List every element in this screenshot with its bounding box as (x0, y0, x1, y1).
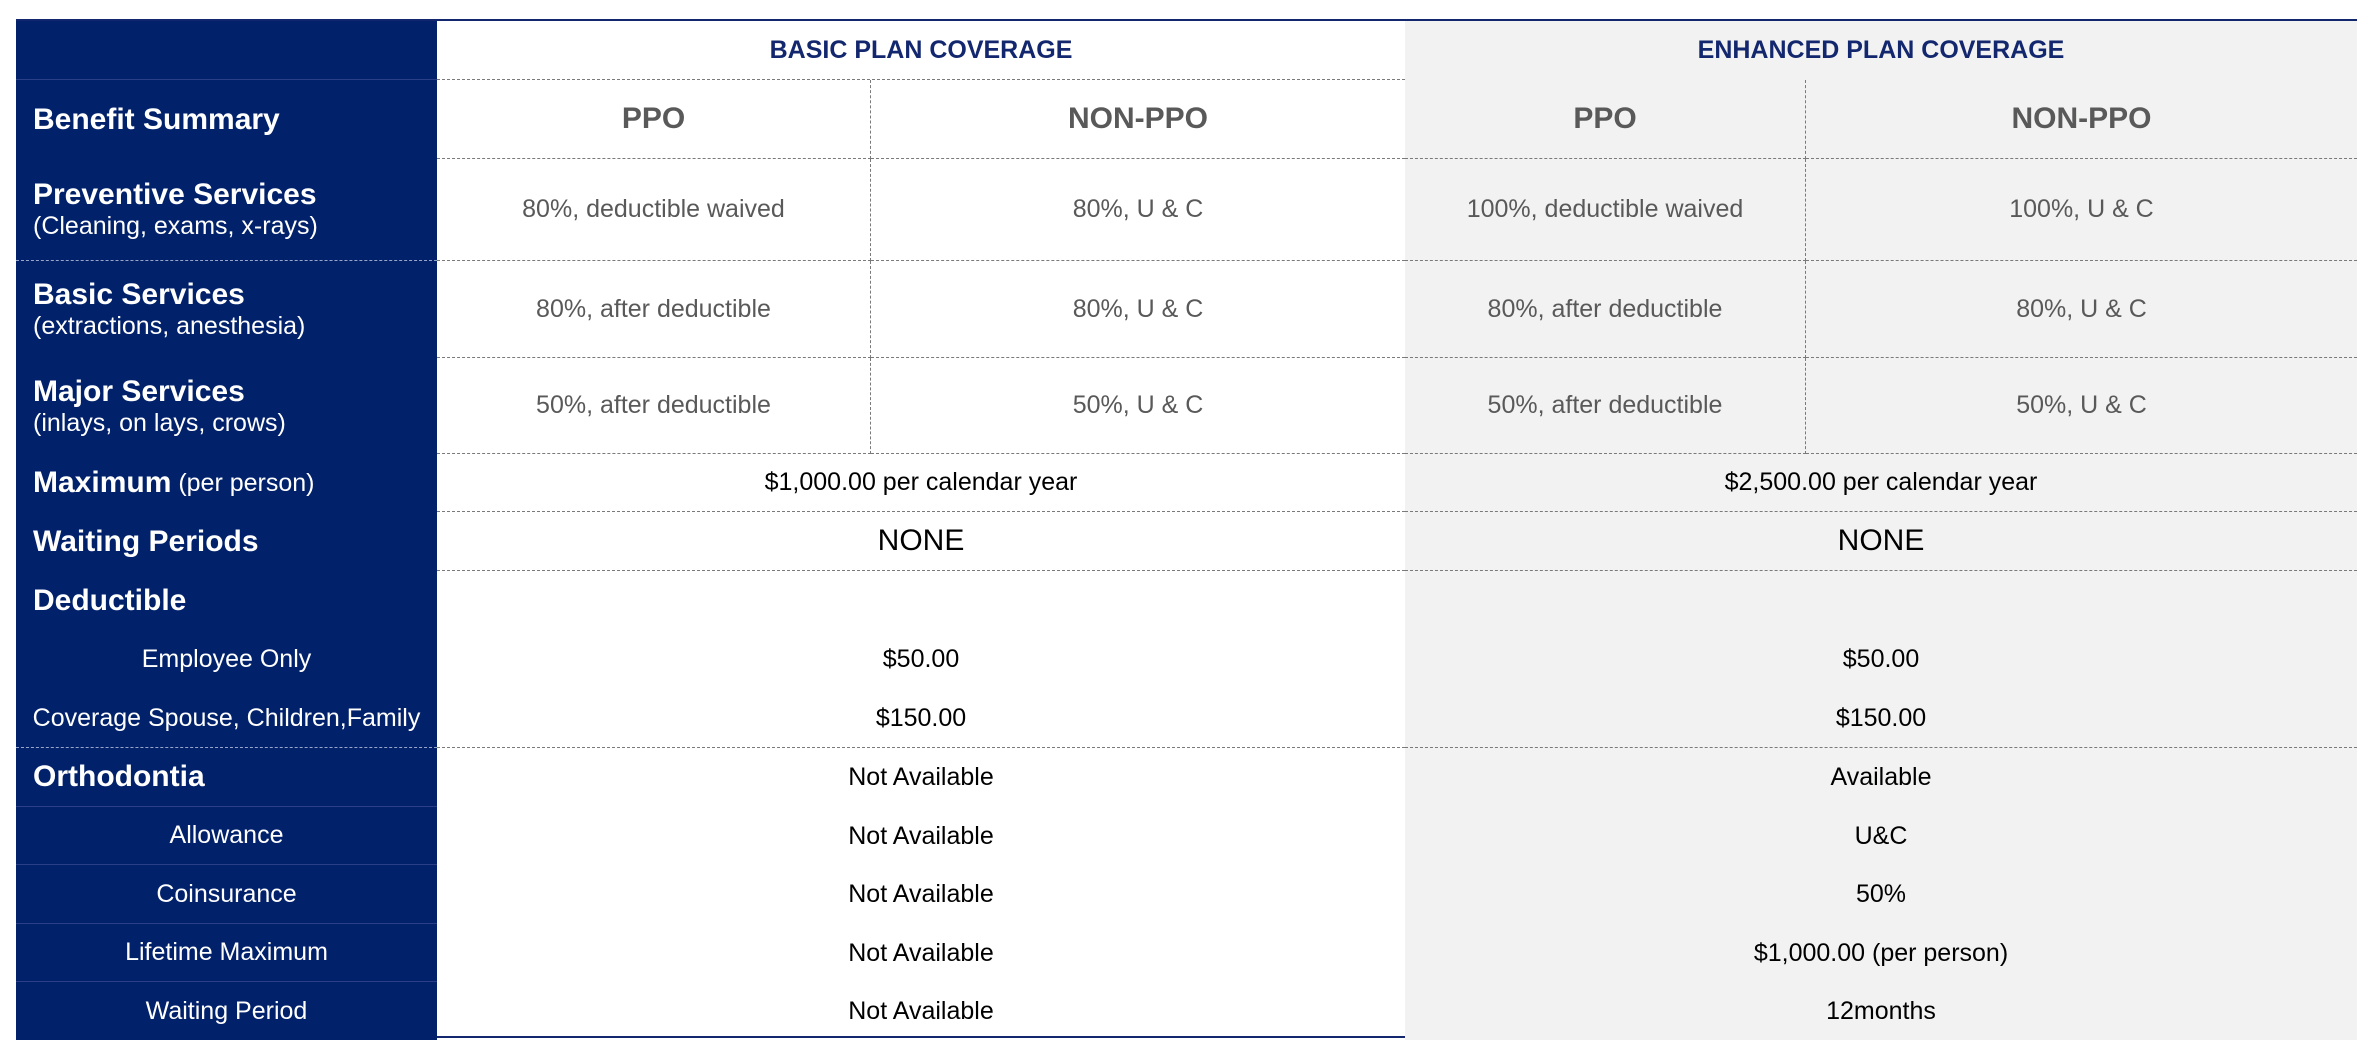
basic-services-label: Basic Services (extractions, anesthesia) (16, 261, 437, 358)
employee-only-label: Employee Only (16, 630, 437, 689)
coverage-family-basic: $150.00 (437, 689, 1405, 748)
enhanced-ppo-header: PPO (1405, 80, 1806, 159)
allowance-enhanced: U&C (1405, 807, 2357, 865)
deductible-basic-empty (437, 571, 1405, 630)
employee-only-enhanced: $50.00 (1405, 630, 2357, 689)
major-services-basic-ppo: 50%, after deductible (437, 358, 871, 454)
maximum-label: Maximum (per person) (16, 454, 437, 512)
deductible-enhanced-empty (1405, 571, 2357, 630)
lifetime-maximum-enhanced: $1,000.00 (per person) (1405, 924, 2357, 982)
waiting-period-label: Waiting Period (16, 982, 437, 1040)
basic-services-basic-ppo: 80%, after deductible (437, 261, 871, 358)
major-services-enhanced-ppo: 50%, after deductible (1405, 358, 1806, 454)
basic-ppo-header: PPO (437, 80, 871, 159)
basic-services-enhanced-non-ppo: 80%, U & C (1806, 261, 2357, 358)
employee-only-basic: $50.00 (882, 645, 960, 673)
major-services-label: Major Services (inlays, on lays, crows) (16, 358, 437, 454)
basic-non-ppo-header: NON-PPO (871, 80, 1405, 159)
coverage-family-label: Coverage Spouse, Children,Family (16, 689, 437, 748)
basic-plan-header: BASIC PLAN COVERAGE (437, 21, 1405, 80)
lifetime-maximum-basic: Not Available (848, 938, 994, 967)
preventive-services-label: Preventive Services (Cleaning, exams, x-rays) (16, 159, 437, 261)
basic-services-enhanced-ppo: 80%, after deductible (1405, 261, 1806, 358)
deductible-label: Deductible (16, 571, 437, 630)
coinsurance-enhanced: 50% (1405, 865, 2357, 924)
benefit-summary-label: Benefit Summary (16, 80, 437, 159)
allowance-label: Allowance (16, 807, 437, 865)
preventive-basic-ppo: 80%, deductible waived (437, 159, 871, 261)
lifetime-maximum-label: Lifetime Maximum (16, 924, 437, 982)
waiting-periods-basic: NONE (437, 512, 1405, 571)
enhanced-plan-header: ENHANCED PLAN COVERAGE (1405, 21, 2357, 80)
enhanced-non-ppo-header: NON-PPO (1806, 80, 2357, 159)
coinsurance-basic: Not Available (848, 880, 994, 908)
coverage-family-enhanced: $150.00 (1405, 689, 2357, 748)
waiting-periods-enhanced: NONE (1405, 512, 2357, 571)
preventive-enhanced-ppo: 100%, deductible waived (1405, 159, 1806, 261)
waiting-period-enhanced: 12months (1405, 982, 2357, 1040)
basic-services-basic-non-ppo: 80%, U & C (871, 261, 1405, 358)
maximum-basic: $1,000.00 per calendar year (437, 454, 1405, 512)
waiting-periods-label: Waiting Periods (16, 512, 437, 571)
waiting-period-basic: Not Available (848, 996, 994, 1025)
header-corner (16, 21, 437, 80)
preventive-basic-non-ppo: 80%, U & C (871, 159, 1405, 261)
preventive-enhanced-non-ppo: 100%, U & C (1806, 159, 2357, 261)
coinsurance-label: Coinsurance (16, 865, 437, 924)
major-services-basic-non-ppo: 50%, U & C (871, 358, 1405, 454)
orthodontia-basic: Not Available (848, 763, 994, 791)
allowance-basic: Not Available (848, 821, 994, 850)
major-services-enhanced-non-ppo: 50%, U & C (1806, 358, 2357, 454)
maximum-enhanced: $2,500.00 per calendar year (1405, 454, 2357, 512)
orthodontia-enhanced: Available (1405, 748, 2357, 807)
orthodontia-label: Orthodontia (16, 748, 437, 807)
benefit-summary-table (16, 19, 2357, 1038)
